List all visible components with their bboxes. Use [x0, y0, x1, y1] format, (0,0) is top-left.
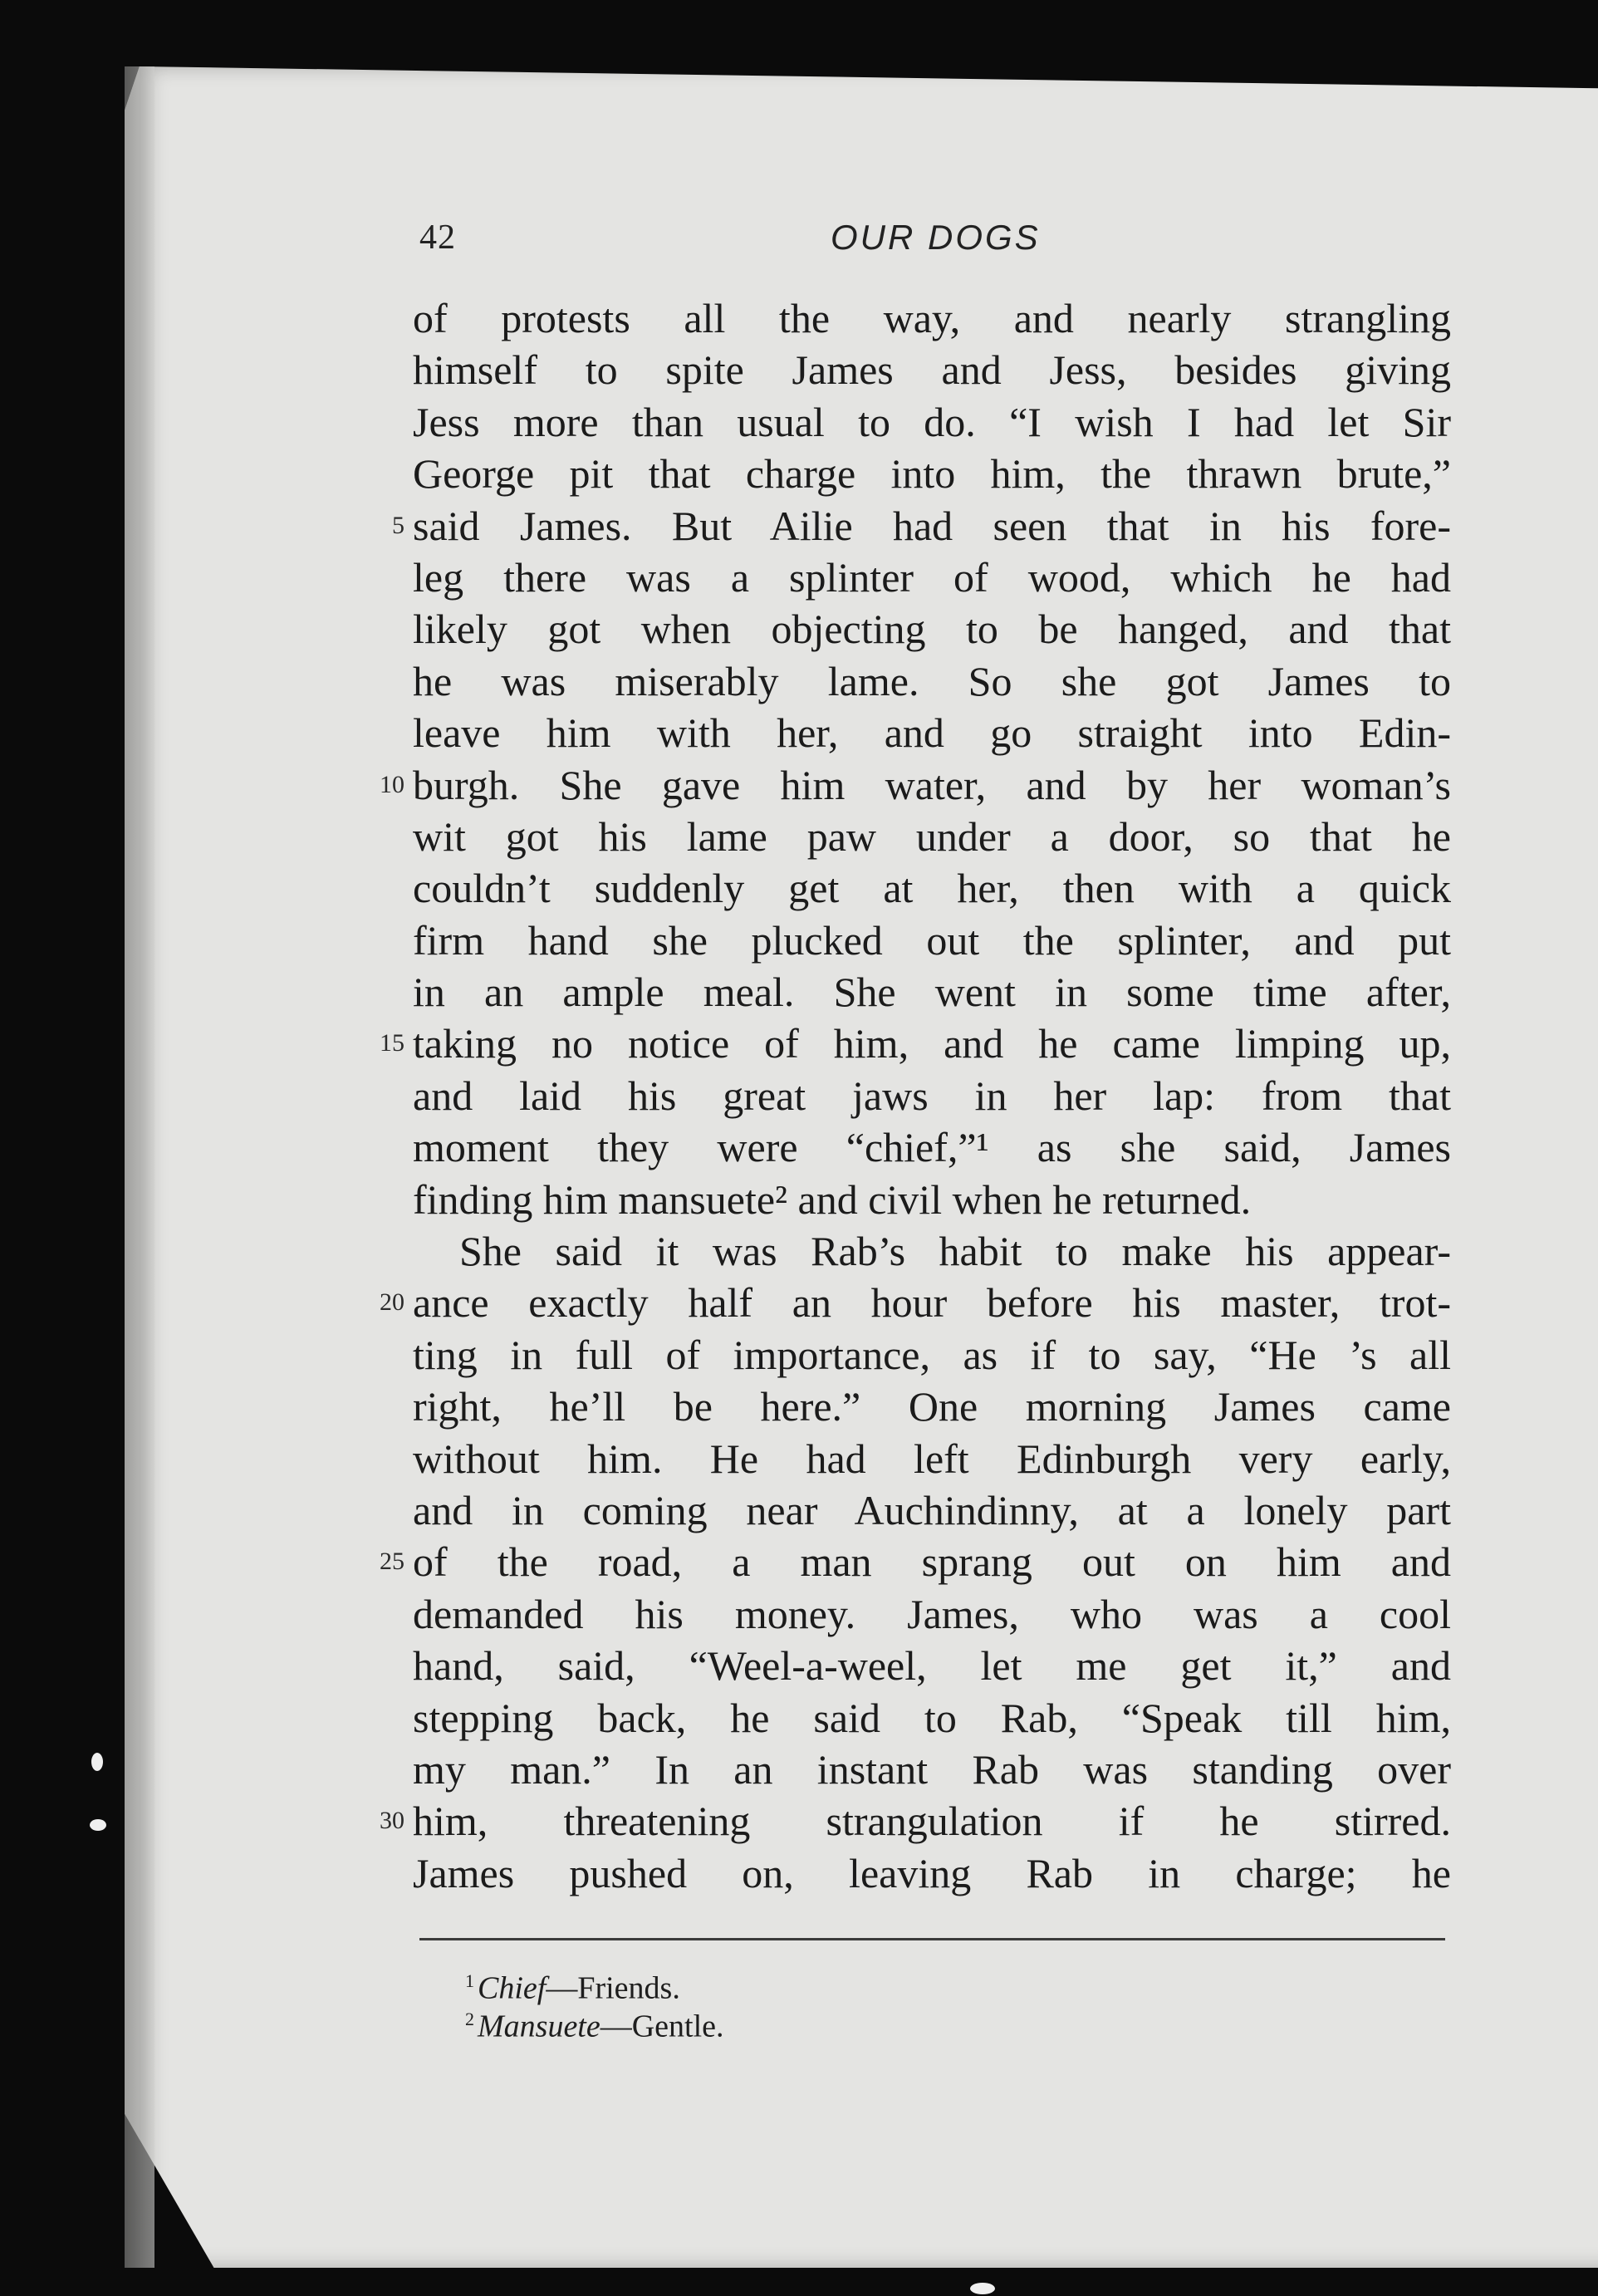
line-text: ance exactly half an hour before his master, trot-	[413, 1279, 1451, 1327]
running-title: OUR DOGS	[831, 218, 1041, 257]
line-text: and in coming near Auchindinny, at a lonely part	[413, 1486, 1451, 1533]
text-line	[413, 1484, 1451, 1536]
line-text: of the road, a man sprang out on him and	[413, 1538, 1451, 1586]
text-line	[413, 966, 1451, 1018]
line-text: She said it was Rab’s habit to make his appear-	[459, 1228, 1451, 1275]
text-line	[413, 655, 1451, 707]
dust-speck	[91, 1753, 103, 1771]
footnote-mark: 2	[465, 2009, 474, 2029]
line-text: ting in full of importance, as if to say, “He ’s all	[413, 1331, 1451, 1378]
line-text: demanded his money. James, who was a cool	[413, 1590, 1451, 1637]
text-line	[413, 603, 1451, 655]
text-line	[380, 759, 1451, 811]
text-line	[413, 1640, 1451, 1691]
line-text: my man.” In an instant Rab was standing over	[413, 1745, 1451, 1793]
line-text: moment they were “chief,”¹ as she said, James	[413, 1124, 1451, 1171]
line-text: likely got when objecting to be hanged, and that	[413, 606, 1451, 653]
footnote-term: Chief	[478, 1970, 547, 2006]
line-number: 25	[380, 1548, 404, 1576]
line-text: himself to spite James and Jess, besides giving	[413, 346, 1451, 394]
line-text: taking no notice of him, and he came limping up,	[413, 1020, 1451, 1067]
page-header	[0, 218, 1598, 267]
text-line	[413, 1744, 1451, 1795]
text-line	[413, 292, 1451, 344]
dust-speck	[970, 2283, 995, 2294]
page-binding-edge	[125, 66, 154, 2268]
text-line	[413, 448, 1451, 499]
footnote-divider	[419, 1938, 1445, 1940]
dust-speck	[90, 1819, 106, 1831]
text-line	[413, 1174, 1451, 1225]
line-text: burgh. She gave him water, and by her woman’s	[413, 761, 1451, 808]
line-text: Jess more than usual to do. “I wish I had let Sir	[413, 398, 1451, 445]
line-text: right, he’ll be here.” One morning James came	[413, 1383, 1451, 1430]
text-line	[413, 1847, 1451, 1899]
line-text: and laid his great jaws in her lap: from that	[413, 1072, 1451, 1119]
footnote-mark: 1	[465, 1970, 474, 1991]
line-number: 20	[380, 1288, 404, 1317]
text-line	[413, 707, 1451, 758]
line-text: hand, said, “Weel-a-weel, let me get it,” and	[413, 1642, 1451, 1690]
text-line	[380, 1536, 1451, 1587]
footnote	[465, 2000, 724, 2044]
footnote-term: Mansuete	[478, 2009, 600, 2044]
text-line	[413, 552, 1451, 603]
text-line	[392, 500, 1451, 552]
footnotes	[465, 1962, 724, 2044]
line-text: finding him mansuete² and civil when he returned.	[413, 1175, 1252, 1223]
line-text: wit got his lame paw under a door, so that he	[413, 812, 1451, 860]
footnote-definition: —Friends.	[546, 1970, 680, 2006]
text-line	[413, 862, 1451, 914]
line-number: 5	[392, 511, 404, 539]
footnote	[465, 1962, 724, 2006]
page-number: 42	[419, 218, 456, 257]
line-text: said James. But Ailie had seen that in his fore-	[413, 502, 1451, 549]
text-line	[380, 1277, 1451, 1328]
text-line	[413, 396, 1451, 448]
line-number: 30	[380, 1807, 404, 1835]
line-number: 15	[380, 1029, 404, 1057]
text-line	[413, 1588, 1451, 1640]
text-line	[380, 1795, 1451, 1847]
text-line	[413, 1070, 1451, 1121]
line-text: James pushed on, leaving Rab in charge; he	[413, 1849, 1451, 1896]
line-text: leg there was a splinter of wood, which he had	[413, 553, 1451, 601]
text-line	[413, 1381, 1451, 1432]
text-line	[413, 1329, 1451, 1381]
text-line	[413, 1433, 1451, 1484]
text-line	[413, 1121, 1451, 1173]
line-text: couldn’t suddenly get at her, then with a quick	[413, 865, 1451, 912]
line-text: leave him with her, and go straight into Edin-	[413, 709, 1451, 757]
text-line	[413, 1692, 1451, 1744]
line-text: stepping back, he said to Rab, “Speak till him,	[413, 1694, 1451, 1741]
line-text: of protests all the way, and nearly strangling	[413, 295, 1451, 341]
text-line	[413, 915, 1451, 966]
line-text: firm hand she plucked out the splinter, and put	[413, 916, 1451, 964]
line-text: in an ample meal. She went in some time after,	[413, 969, 1451, 1016]
line-number: 10	[380, 770, 404, 798]
line-text: George pit that charge into him, the thrawn brute,”	[413, 450, 1451, 498]
text-line	[380, 1018, 1451, 1069]
text-line	[413, 1225, 1451, 1277]
text-line	[413, 811, 1451, 862]
line-text: him, threatening strangulation if he stirred.	[413, 1798, 1451, 1845]
line-text: he was miserably lame. So she got James to	[413, 657, 1451, 704]
text-line	[413, 344, 1451, 395]
body-text	[380, 292, 1451, 1899]
line-text: without him. He had left Edinburgh very early,	[413, 1435, 1451, 1482]
footnote-definition: —Gentle.	[600, 2009, 724, 2044]
